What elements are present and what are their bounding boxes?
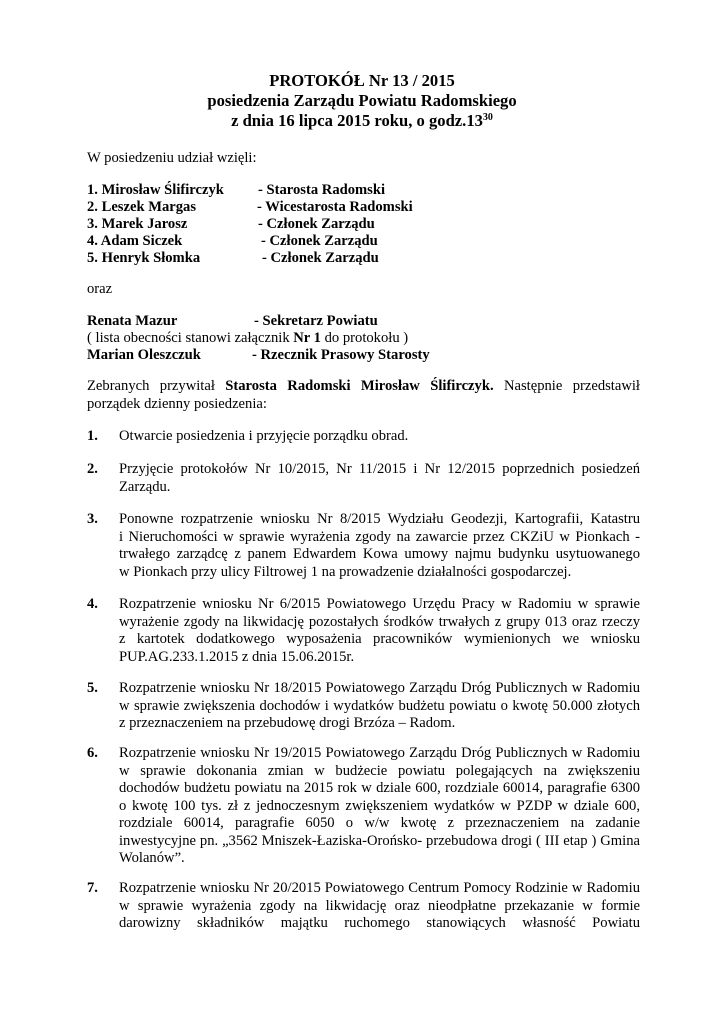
agenda-item: Ponowne rozpatrzenie wniosku Nr 8/2015 Wydziału Geodezji, Kartografii, Katastru i Nieruchomości w sprawie wyrażenia zgody na zawarcie przez CKZiU w Pionkach - trwałego zarządcę z panem Edwardem Kowa umowy najmu budynku usytuowanego w Pionkach przy ulicy Filtrowej 1 na prowadzenie działalności gospodarczej. [119, 511, 640, 580]
member-role: - Członek Zarządu [258, 216, 375, 232]
agenda-item: Rozpatrzenie wniosku Nr 19/2015 Powiatowego Zarządu Dróg Publicznych w Radomiu w sprawie dokonania zmian w budżecie powiatu polegających na zwiększeniu dochodów budżetu powiatu na 2015 rok w dziale 600, rozdziale 60014, paragrafie 6300 o kwotę 100 tys. zł z jednoczesnym zwiększeniem wydatków w PZDP w dziale 600, rozdziale 60014, paragrafie 6050 o w/w kwotę z przeznaczeniem na zadanie inwestycyjne pn. „3562 Mniszek-Łaziska-Orońsko- przebudowa drogi ( III etap ) Gmina Wolanów”. [119, 745, 640, 866]
agenda-number: 4. [87, 596, 98, 612]
attendance-note: ( lista obecności stanowi załącznik Nr 1 do protokołu ) [87, 330, 409, 346]
agenda-item: Rozpatrzenie wniosku Nr 20/2015 Powiatowego Centrum Pomocy Rodzinie w Radomiu w sprawie wyrażenia zgody na likwidację oraz nieodpłatne przekazanie w formie darowizny składników majątku ruchomego stanowiących własność Powiatu [119, 880, 640, 931]
member-name: 4. Adam Siczek [87, 233, 183, 249]
agenda-number: 3. [87, 511, 98, 527]
member-role: - Członek Zarządu [262, 250, 379, 266]
attendance-intro: W posiedzeniu udział wzięli: [87, 150, 257, 166]
agenda-number: 5. [87, 680, 98, 696]
member-role: - Starosta Radomski [258, 182, 386, 198]
member-name: 3. Marek Jarosz [87, 216, 188, 232]
agenda-number: 6. [87, 745, 98, 761]
document-title: PROTOKÓŁ Nr 13 / 2015 [269, 71, 455, 90]
member-name: 5. Henryk Słomka [87, 250, 201, 266]
spokesman-name: Marian Oleszczuk [87, 347, 201, 363]
member-name: 1. Mirosław Ślifirczyk [87, 182, 224, 198]
welcome-paragraph: Zebranych przywitał Starosta Radomski Mirosław Ślifirczyk. Następnie przedstawił porządek dzienny posiedzenia: [87, 378, 640, 412]
agenda-item: Rozpatrzenie wniosku Nr 6/2015 Powiatowego Urzędu Pracy w Radomiu w sprawie wyrażenie zgody na likwidację pozostałych środków trwałych z grupy 013 oraz rzeczy z kartotek dodatkowego wyposażenia pracowników wymienionych we wniosku PUP.AG.233.1.2015 z dnia 15.06.2015r. [119, 596, 640, 665]
oraz-label: oraz [87, 281, 113, 297]
agenda-item: Rozpatrzenie wniosku Nr 18/2015 Powiatowego Zarządu Dróg Publicznych w Radomiu w sprawie zwiększenia dochodów i wydatków budżetu powiatu o kwotę 50.000 złotych z przeznaczeniem na przebudowę drogi Brzóza – Radom. [119, 680, 640, 731]
agenda-number: 7. [87, 880, 98, 896]
spokesman-role: - Rzecznik Prasowy Starosty [252, 347, 430, 363]
member-role: - Wicestarosta Radomski [257, 199, 413, 215]
agenda-number: 2. [87, 461, 98, 477]
member-role: - Członek Zarządu [261, 233, 378, 249]
document-subtitle: posiedzenia Zarządu Powiatu Radomskiego [207, 91, 517, 110]
meeting-date: z dnia 16 lipca 2015 roku, o $godz.13^{30}$ [231, 111, 493, 130]
agenda-number: 1. [87, 428, 98, 444]
member-name: 2. Leszek Margas [87, 199, 197, 215]
agenda-item: Otwarcie posiedzenia i przyjęcie porządku obrad. [119, 428, 409, 444]
agenda-item: Przyjęcie protokołów Nr 10/2015, Nr 11/2015 i Nr 12/2015 poprzednich posiedzeń Zarządu. [119, 461, 640, 495]
meeting-time-superscript: 30 [482, 112, 493, 123]
secretary-name: Renata Mazur [87, 313, 178, 329]
secretary-role: - Sekretarz Powiatu [254, 313, 378, 329]
